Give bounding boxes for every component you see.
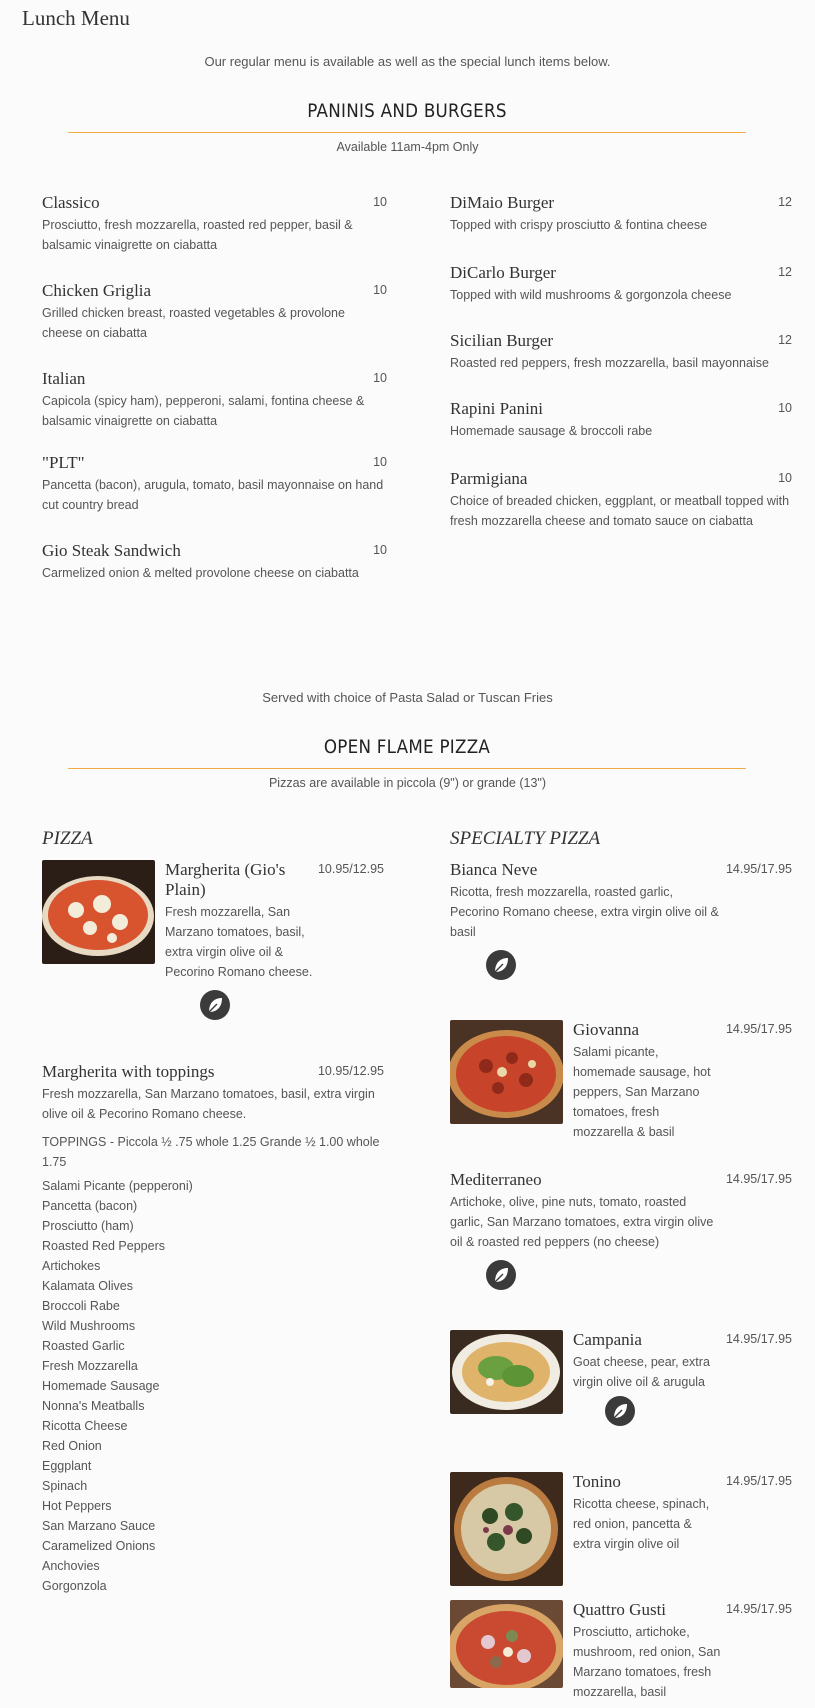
served-note: Served with choice of Pasta Salad or Tuscan Fries — [262, 690, 553, 705]
pizza-category-title: PIZZA — [42, 828, 93, 849]
pizza-price: 14.95/17.95 — [725, 1332, 792, 1346]
pizza-name: Tonino — [573, 1472, 621, 1491]
item-description: Roasted red peppers, fresh mozzarella, basil mayonnaise — [450, 356, 769, 370]
page-title: Lunch Menu — [22, 6, 130, 30]
pizza-name: Mediterraneo — [450, 1170, 542, 1189]
pizza-price: 14.95/17.95 — [725, 862, 792, 876]
pizza-item — [450, 1020, 792, 1142]
pizza-description: Fresh mozzarella, San Marzano tomatoes, basil, extra virgin olive oil & Pecorino Romano cheese. — [42, 1087, 375, 1121]
menu-item — [450, 263, 792, 305]
topping: Gorgonzola — [42, 1579, 107, 1593]
topping: Spinach — [42, 1479, 88, 1493]
pizza-photo — [450, 1020, 563, 1124]
item-description: Topped with crispy prosciutto & fontina cheese — [450, 218, 708, 232]
menu-item — [42, 541, 387, 583]
item-description: Prosciutto, fresh mozzarella, roasted red pepper, basil & balsamic vinaigrette on ciabatta — [42, 218, 353, 252]
pizza-name: Giovanna — [573, 1020, 640, 1039]
pizza-photo — [450, 1600, 563, 1688]
topping: Homemade Sausage — [42, 1379, 160, 1393]
menu-item — [42, 281, 387, 343]
pizza-description: Artichoke, olive, pine nuts, tomato, roasted garlic, San Marzano tomatoes, extra virgin olive oil & roasted red peppers (no cheese) — [450, 1195, 714, 1249]
menu-item — [42, 193, 387, 255]
pizza-item — [450, 1600, 792, 1702]
pizza-photo — [450, 1330, 563, 1414]
pizza-item — [42, 860, 384, 1030]
menu-item — [450, 399, 792, 441]
pizza-item — [450, 1330, 792, 1426]
item-name: Classico — [42, 193, 100, 212]
item-price: 10 — [373, 543, 387, 557]
topping: Eggplant — [42, 1459, 92, 1473]
pizza-description: Goat cheese, pear, extra virgin olive oil & arugula — [573, 1355, 710, 1389]
pizza-description: Ricotta, fresh mozzarella, roasted garlic, Pecorino Romano cheese, extra virgin olive oil & basil — [450, 885, 719, 939]
specialty-category-title: SPECIALTY PIZZA — [450, 828, 601, 849]
paninis-subheading: Available 11am-4pm Only — [336, 140, 479, 154]
item-price: 12 — [778, 265, 792, 279]
item-price: 10 — [373, 195, 387, 209]
pizza-name: Margherita (Gio's Plain) — [165, 860, 286, 899]
vegetarian-leaf-icon — [605, 1396, 635, 1426]
intro-text: Our regular menu is available as well as the special lunch items below. — [204, 54, 611, 69]
pizza-price: 10.95/12.95 — [317, 862, 384, 876]
vegetarian-leaf-icon — [200, 990, 230, 1020]
paninis-left-column — [42, 193, 387, 609]
pizza-item — [42, 1062, 384, 1124]
topping: Caramelized Onions — [42, 1539, 156, 1553]
item-description: Pancetta (bacon), arugula, tomato, basil mayonnaise on hand cut country bread — [42, 478, 384, 512]
item-description: Carmelized onion & melted provolone cheese on ciabatta — [42, 566, 359, 580]
item-name: Parmigiana — [450, 469, 528, 488]
paninis-right-column — [450, 193, 792, 557]
item-name: Italian — [42, 369, 86, 388]
pizza-name: Quattro Gusti — [573, 1600, 667, 1619]
pizza-description: Salami picante, homemade sausage, hot peppers, San Marzano tomatoes, fresh mozzarella & basil — [573, 1045, 711, 1139]
topping: Roasted Red Peppers — [42, 1239, 165, 1253]
menu-item — [42, 453, 387, 515]
topping: Ricotta Cheese — [42, 1419, 128, 1433]
topping: Wild Mushrooms — [42, 1319, 136, 1333]
item-name: DiMaio Burger — [450, 193, 555, 212]
pizza-price: 14.95/17.95 — [725, 1602, 792, 1616]
item-price: 10 — [778, 401, 792, 415]
topping: San Marzano Sauce — [42, 1519, 156, 1533]
pizza-price: 14.95/17.95 — [725, 1172, 792, 1186]
topping: Pancetta (bacon) — [42, 1199, 138, 1213]
topping: Salami Picante (pepperoni) — [42, 1179, 193, 1193]
item-name: Chicken Griglia — [42, 281, 152, 300]
pizza-description: Fresh mozzarella, San Marzano tomatoes, basil, extra virgin olive oil & Pecorino Romano cheese. — [165, 905, 313, 979]
pizza-description: Ricotta cheese, spinach, red onion, pancetta & extra virgin olive oil — [573, 1497, 710, 1551]
item-description: Capicola (spicy ham), pepperoni, salami, fontina cheese & balsamic vinaigrette on ciabatta — [42, 394, 365, 428]
item-description: Grilled chicken breast, roasted vegetables & provolone cheese on ciabatta — [42, 306, 345, 340]
pizza-name: Margherita with toppings — [42, 1062, 215, 1081]
pizza-item — [450, 1472, 792, 1586]
pizza-price: 14.95/17.95 — [725, 1022, 792, 1036]
item-price: 12 — [778, 195, 792, 209]
topping: Prosciutto (ham) — [42, 1219, 134, 1233]
item-price: 10 — [373, 283, 387, 297]
topping: Red Onion — [42, 1439, 102, 1453]
pizza-heading: OPEN FLAME PIZZA — [68, 736, 746, 769]
item-description: Choice of breaded chicken, eggplant, or meatball topped with fresh mozzarella cheese and tomato sauce on ciabatta — [450, 494, 790, 528]
paninis-heading: PANINIS AND BURGERS — [68, 100, 746, 133]
topping: Broccoli Rabe — [42, 1299, 120, 1313]
pizza-subheading: Pizzas are available in piccola (9") or grande (13") — [268, 776, 547, 790]
item-description: Homemade sausage & broccoli rabe — [450, 424, 653, 438]
item-name: "PLT" — [42, 453, 85, 472]
pizza-name: Campania — [573, 1330, 642, 1349]
menu-item — [450, 469, 792, 531]
pizza-item — [450, 1170, 792, 1290]
item-price: 10 — [778, 471, 792, 485]
pizza-photo — [42, 860, 155, 964]
pizza-price: 14.95/17.95 — [725, 1474, 792, 1488]
pizza-price: 10.95/12.95 — [317, 1064, 384, 1078]
pizza-description: Prosciutto, artichoke, mushroom, red onion, San Marzano tomatoes, fresh mozzarella, basil — [573, 1625, 721, 1699]
menu-item — [450, 193, 792, 235]
pizza-name: Bianca Neve — [450, 860, 538, 879]
pizza-photo — [450, 1472, 563, 1586]
topping: Nonna's Meatballs — [42, 1399, 145, 1413]
vegetarian-leaf-icon — [486, 950, 516, 980]
item-name: Sicilian Burger — [450, 331, 554, 350]
topping: Fresh Mozzarella — [42, 1359, 138, 1373]
topping: Roasted Garlic — [42, 1339, 125, 1353]
menu-item — [42, 369, 387, 431]
toppings-price-note: TOPPINGS - Piccola ½ .75 whole 1.25 Grande ½ 1.00 whole 1.75 — [42, 1135, 380, 1169]
item-name: Rapini Panini — [450, 399, 544, 418]
topping: Anchovies — [42, 1559, 100, 1573]
item-name: DiCarlo Burger — [450, 263, 556, 282]
item-price: 10 — [373, 455, 387, 469]
item-description: Topped with wild mushrooms & gorgonzola cheese — [450, 288, 732, 302]
topping: Kalamata Olives — [42, 1279, 134, 1293]
vegetarian-leaf-icon — [486, 1260, 516, 1290]
topping: Artichokes — [42, 1259, 101, 1273]
pizza-item — [450, 860, 792, 980]
item-price: 10 — [373, 371, 387, 385]
toppings-list — [42, 1176, 384, 1596]
pizza-right-column — [450, 828, 792, 1702]
pizza-left-column — [42, 828, 384, 1596]
menu-item — [450, 331, 792, 373]
topping: Hot Peppers — [42, 1499, 112, 1513]
item-name: Gio Steak Sandwich — [42, 541, 181, 560]
item-price: 12 — [778, 333, 792, 347]
